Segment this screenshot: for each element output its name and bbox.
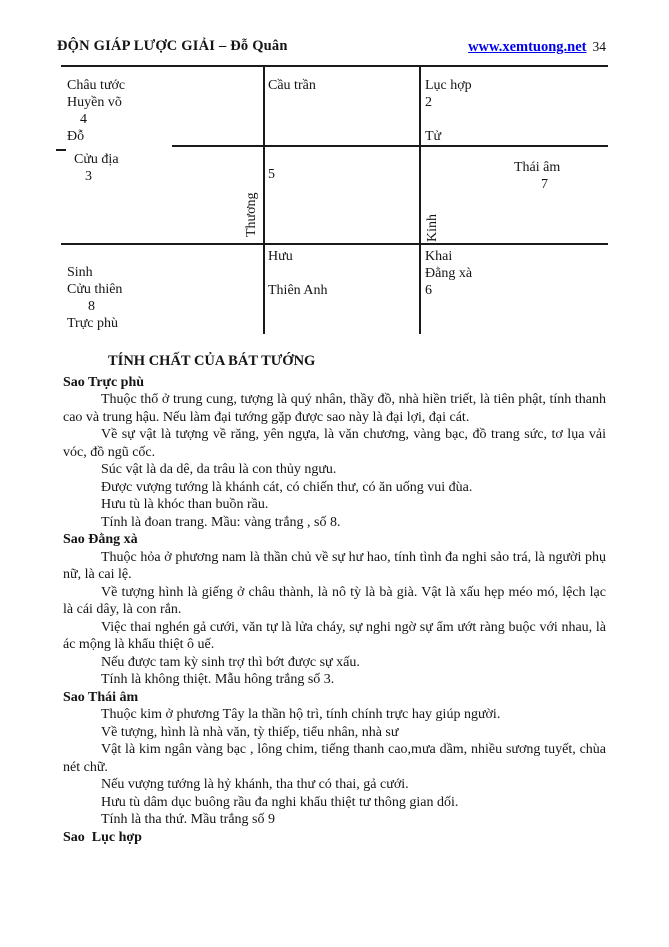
- cell-bottom-middle-line2: Thiên Anh: [268, 283, 328, 298]
- paragraph: Được vượng tướng là khánh cát, có chiến thư, có ăn uống vui đùa.: [101, 479, 473, 495]
- paragraph: Tính là đoan trang. Mầu: vàng trắng , số 8.: [101, 514, 341, 530]
- cell-top-left-line1: Châu tước: [67, 78, 126, 93]
- cell-top-right-number: 2: [425, 95, 432, 110]
- cell-bottom-left-line1: Sinh: [67, 265, 93, 280]
- paragraph: Về tượng hình là giếng ở châu thành, là nô tỳ là bà già. Vật là xấu hẹp méo mó, lệch lạc là cái dây, là con rắn.: [63, 584, 606, 617]
- cell-top-right-gate: Tử: [425, 129, 442, 144]
- cell-top-middle-line1: Cầu trần: [268, 78, 316, 93]
- paragraph: Về tượng, hình là nhà văn, tỳ thiếp, tiểu nhân, nhà sư: [101, 724, 399, 740]
- section-heading: TÍNH CHẤT CỦA BÁT TƯỚNG: [108, 353, 316, 369]
- paragraph: Nếu được tam kỳ sinh trợ thì bớt được sự xấu.: [101, 654, 360, 670]
- paragraph: Việc thai nghén gả cưới, văn tự là lửa cháy, sự nghi ngờ sự ẩm ướt ràng buộc với nhau, là ác mộng là khẩu thiệt ô uế.: [63, 619, 606, 652]
- section-title-luc-hop: Sao Lục hợp: [63, 829, 142, 845]
- body-text: [63, 353, 606, 846]
- paragraph: Thuộc kim ở phương Tây la thần hộ trì, tính chính trực hay giúp người.: [101, 707, 501, 722]
- cell-middle-left-line1: Cửu địa: [74, 152, 119, 167]
- cell-bottom-left-line4: Trực phù: [67, 316, 119, 331]
- rotated-gate-label-kinh: Kinh: [425, 214, 440, 242]
- table-vertical-line-1: [263, 66, 265, 334]
- paragraph: Thuộc thổ ở trung cung, tượng là quý nhân, thầy đồ, nhà hiền triết, là tiên phật, tính thanh cao và trung hậu. Nếu làm đại tướng gặp được sao này là đại lợi, đại cát.: [63, 392, 606, 425]
- paragraph: Về sự vật là tượng về răng, yên ngựa, là văn chương, vàng bạc, đồ trang sức, tơ lụa vải vóc, đồ ngũ cốc.: [63, 427, 606, 460]
- section-title-truc-phu: Sao Trực phù: [63, 374, 145, 390]
- paragraph: Súc vật là da dê, da trâu là con thủy ngưu.: [101, 462, 337, 477]
- header-right: [468, 39, 606, 56]
- paragraph: Nếu vượng tướng là hỷ khánh, tha thư có thai, gả cưới.: [101, 777, 409, 792]
- paragraph: Thuộc hỏa ở phương nam là thần chủ về sự hư hao, tính tình đa nghi sảo trá, là người phụ nữ, là cai lệ.: [63, 549, 606, 582]
- cell-bottom-left-number: 8: [88, 299, 95, 314]
- cell-bottom-middle-line1: Hưu: [268, 249, 293, 264]
- table-row-divider-1: [172, 145, 608, 147]
- cell-middle-center-number: 5: [268, 167, 275, 182]
- cell-middle-left-number: 3: [85, 169, 92, 184]
- paragraph: Tính là tha thứ. Mầu trắng số 9: [101, 812, 276, 827]
- document-title: ĐỘN GIÁP LƯỢC GIẢI – Đỗ Quân: [57, 38, 288, 54]
- section-title-thai-am: Sao Thái âm: [63, 689, 139, 705]
- cell-bottom-right-number: 6: [425, 283, 432, 298]
- table-vertical-line-2: [419, 66, 421, 334]
- paragraph: Hưu tù là khóc than buồn rầu.: [101, 497, 269, 512]
- cell-top-left-number: 4: [80, 112, 87, 127]
- rotated-gate-label-thuong: Thương: [244, 192, 259, 237]
- cell-middle-right-number: 7: [541, 177, 548, 192]
- table-row-divider-1-left-stub: [56, 149, 66, 151]
- table-row-divider-2: [61, 243, 608, 245]
- paragraph: Hưu tù dâm dục buông rầu đa nghi khẩu thiệt tư thông gian dối.: [101, 794, 459, 810]
- cell-bottom-right-line2: Đằng xà: [425, 266, 473, 281]
- cell-top-right-line1: Lục hợp: [425, 78, 472, 93]
- paragraph: Vật là kim ngân vàng bạc , lông chim, tiếng thanh cao,mưa dầm, nhiều sương tuyết, chùa nét chữ.: [63, 742, 606, 775]
- header-rule-table-top-border: [61, 65, 608, 67]
- cell-top-left-line2: Huyền võ: [67, 95, 122, 110]
- cell-bottom-left-line2: Cửu thiên: [67, 282, 123, 297]
- website-link[interactable]: www.xemtuong.net: [468, 39, 587, 55]
- cell-bottom-right-line1: Khai: [425, 249, 453, 264]
- paragraph: Tính là không thiệt. Mẫu hông trắng số 3.: [101, 672, 335, 687]
- page-number: 34: [592, 39, 606, 54]
- cell-top-left-gate: Đỗ: [67, 129, 85, 144]
- cell-middle-right-line1: Thái âm: [514, 160, 561, 175]
- section-title-dang-xa: Sao Đằng xà: [63, 532, 138, 547]
